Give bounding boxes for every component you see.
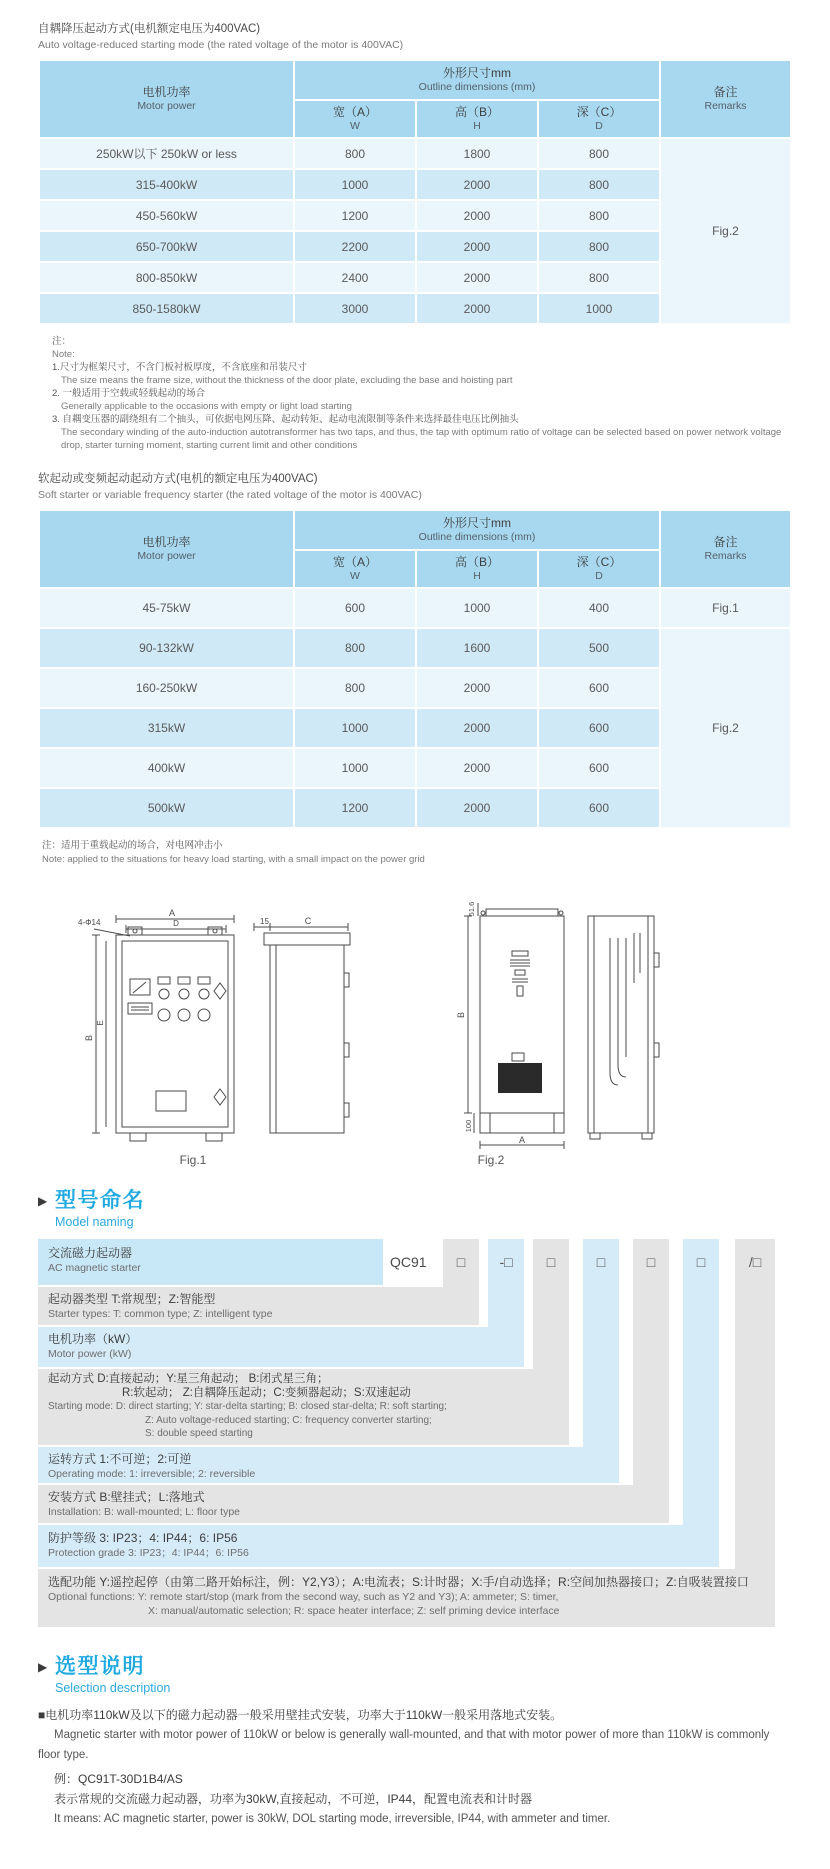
naming-row-starting-mode [38,1369,569,1445]
installation-en: Installation: B: wall-mounted; L: floor type [48,1506,241,1518]
motor-power-header-en: Motor power [137,550,196,562]
starter-type-zh: 起动器类型 T:常规型；Z:智能型 [48,1292,216,1306]
height-cell: 2000 [416,200,538,231]
depth-cell: 1000 [538,293,660,324]
remarks-header-zh: 备注 [713,85,738,99]
protection-grade-zh: 防护等级 3: IP23；4: IP44；6: IP56 [48,1531,238,1545]
depth-cell: 800 [538,200,660,231]
note1-zh: 1.尺寸为框架尺寸，不含门板衬板厚度，不含底座和吊装尺寸 [52,362,307,373]
depth-cell: 600 [538,788,660,828]
outline-figures [38,893,790,1181]
code-box: □ [696,1254,706,1270]
fig2-top-dim-label: 51.6 [467,901,476,917]
depth-cell: 800 [538,231,660,262]
naming-code-column-5 [633,1239,669,1523]
figure-dimension-labels [78,902,525,1145]
width-cell: 1000 [294,748,416,788]
power-cell: 450-560kW [39,200,294,231]
height-header-en: H [473,120,481,132]
fig2-side-view-drawing [588,916,659,1139]
model-naming-heading-en: Model naming [55,1215,134,1229]
depth-cell: 600 [538,668,660,708]
power-cell: 500kW [39,788,294,828]
width-header-zh: 宽（A） [332,105,377,119]
fig1-caption: Fig.1 [179,1153,207,1167]
note2-en: Generally applicable to the occasions with empty or light load starting [61,401,352,412]
depth-cell: 800 [538,262,660,293]
height-header-en: H [473,570,481,582]
height-header-zh: 高（B） [454,555,499,569]
width-header-en: W [350,570,360,582]
depth-header-en: D [595,120,603,132]
height-header [416,100,538,138]
depth-header-zh: 深（C） [576,555,622,569]
model-prefix: QC91 [390,1254,427,1270]
starting-mode-en1: Starting mode: D: direct starting; Y: star-delta starting; B: closed star-delta; R: soft starting; [48,1401,447,1412]
code-box: □ [546,1254,556,1270]
fig1-height-b-label: B [84,1034,94,1042]
fig1-hole-dim-label: 4-Φ14 [78,918,101,927]
fig1-width-d-label: D [173,919,179,928]
width-header [294,100,416,138]
protection-grade-en: Protection grade 3: IP23；4: IP44；6: IP56 [48,1547,249,1559]
height-header [416,550,538,588]
outline-header-zh: 外形尺寸mm [443,516,511,530]
note-label-en: Note: [52,349,75,360]
width-cell: 2400 [294,262,416,293]
width-header [294,550,416,588]
outline-dimensions-header [294,510,660,550]
power-cell: 90-132kW [39,628,294,668]
table-row [39,138,791,169]
installation-zh: 安装方式 B:壁挂式；L:落地式 [48,1490,205,1504]
naming-row-starter-type [38,1287,479,1325]
starting-mode-en2: Z: Auto voltage-reduced starting; C: frequency converter starting; [145,1414,432,1426]
table1-notes [52,335,790,452]
code-box: □ [456,1254,466,1270]
outline-dimensions-header [294,60,660,100]
naming-row-installation [38,1485,669,1523]
selection-description-body [38,1705,790,1829]
naming-row-protection-grade [38,1525,719,1567]
code-box: □ [646,1254,656,1270]
depth-cell: 800 [538,138,660,169]
fig1-width-a-label: A [168,908,176,918]
height-cell: 2000 [416,293,538,324]
product-label-zh: 交流磁力起动器 [48,1246,133,1260]
width-cell: 3000 [294,293,416,324]
model-naming-heading-zh: 型号命名 [55,1189,145,1212]
selection-example-zh: 表示常规的交流磁力起动器，功率为30kW,直接起动，不可逆，IP44，配置电流表和计时器 [54,1792,533,1806]
motor-power-header [39,60,294,138]
height-cell: 2000 [416,262,538,293]
selection-p1-zh: ■电机功率110kW及以下的磁力起动器一般采用壁挂式安装，功率大于110kW一般采用落地式安装。 [38,1708,563,1722]
optional-functions-en2: X: manual/automatic selection; R: space heater interface; Z: self priming device interface [148,1605,560,1617]
height-cell: 1600 [416,628,538,668]
note3-zh: 3. 自耦变压器的副绕组有二个抽头，可依据电网压降、起动转矩、起动电流限制等条件来选择最佳电压比例抽头 [52,414,519,425]
motor-power-header-en: Motor power [137,100,196,112]
naming-code-column-6 [683,1239,719,1567]
height-cell: 2000 [416,231,538,262]
width-cell: 1000 [294,708,416,748]
fig2-caption: Fig.2 [477,1153,505,1167]
width-cell: 1200 [294,788,416,828]
section1-title-en: Auto voltage-reduced starting mode (the rated voltage of the motor is 400VAC) [38,39,404,51]
starting-mode-zh2: R:软起动； Z:自耦降压起动；C:变频器起动；S:双速起动 [122,1386,411,1399]
fig1-depth-c-label: C [304,916,312,926]
optional-functions-zh: 选配功能 Y:遥控起停（由第二路开始标注，例：Y2,Y3）；A:电流表；S:计时器；X:手/自动选择；R:空间加热器接口；Z:自吸装置接口 [48,1575,749,1589]
naming-row-motor-power [38,1327,524,1367]
naming-row-optional-functions [38,1569,775,1627]
section1-title [38,20,790,51]
width-cell: 1200 [294,200,416,231]
depth-header [538,550,660,588]
product-label-en: AC magnetic starter [48,1262,141,1274]
note1-en: The size means the frame size, without the thickness of the door plate, excluding the base and hoisting part [61,375,513,386]
table2-note-en: Note: applied to the situations for heavy load starting, with a small impact on the power grid [42,854,425,865]
motor-power-zh: 电机功率（kW） [48,1332,138,1346]
motor-power-header [39,510,294,588]
starting-mode-en3: S: double speed starting [145,1428,253,1439]
depth-cell: 800 [538,169,660,200]
depth-cell: 400 [538,588,660,628]
motor-power-en: Motor power (kW) [48,1348,132,1360]
operating-mode-zh: 运转方式 1:不可逆；2:可逆 [48,1452,192,1466]
outline-header-en: Outline dimensions (mm) [418,531,536,543]
operating-mode-en: Operating mode: 1: irreversible; 2: reversible [48,1468,256,1480]
remarks-header-zh: 备注 [713,535,738,549]
table-row [39,588,791,628]
remarks-cell: Fig.2 [660,138,791,324]
selection-heading-zh: 选型说明 [55,1655,145,1678]
fig2-width-a-label: A [518,1135,526,1145]
selection-example-en: It means: AC magnetic starter, power is 30kW, DOL starting mode, irreversible, IP44, with ammeter and timer. [54,1813,611,1825]
naming-row-product [38,1239,383,1285]
width-cell: 600 [294,588,416,628]
code-box: -□ [499,1254,513,1270]
table2-note [42,839,790,867]
optional-functions-en1: Optional functions: Y: remote start/stop (mark from the second way, such as Y2 and Y3); A: ammeter; S: timer, [48,1591,559,1603]
height-cell: 2000 [416,708,538,748]
fig2-front-view-drawing [464,903,564,1149]
cabinet-drawings [38,893,790,1151]
power-cell: 800-850kW [39,262,294,293]
fig1-side-view-drawing [254,923,350,1133]
height-header-zh: 高（B） [454,105,499,119]
remarks-header [660,60,791,138]
table-row [39,628,791,668]
remarks-header [660,510,791,588]
power-cell: 315kW [39,708,294,748]
fig1-front-view-drawing [92,915,234,1141]
soft-starter-dimensions-table [38,509,792,829]
starter-type-en: Starter types: T: common type; Z: intelligent type [48,1308,273,1320]
width-header-zh: 宽（A） [332,555,377,569]
section1-title-zh: 自耦降压起动方式(电机额定电压为400VAC) [38,23,261,35]
power-cell: 400kW [39,748,294,788]
fig2-height-b-label: B [456,1011,466,1019]
section2-title-en: Soft starter or variable frequency starter (the rated voltage of the motor is 400VAC) [38,489,422,501]
selection-heading-en: Selection description [55,1681,171,1695]
section-marker-icon: ▶ [38,1660,48,1674]
depth-cell: 600 [538,708,660,748]
height-cell: 2000 [416,668,538,708]
power-cell: 160-250kW [39,668,294,708]
width-header-en: W [350,120,360,132]
note-label-zh: 注： [52,336,72,347]
width-cell: 800 [294,628,416,668]
code-box: □ [596,1254,606,1270]
selection-p1-en: Magnetic starter with motor power of 110kW or below is generally wall-mounted, and that with motor power of more than 110kW is commonly floor type. [38,1729,770,1761]
remarks-cell-fig1: Fig.1 [660,588,791,628]
remarks-cell-fig2: Fig.2 [660,628,791,828]
model-naming-table [38,1239,790,1627]
fig1-height-e-label: E [96,1020,105,1026]
power-cell: 45-75kW [39,588,294,628]
selection-example-label: 例：QC91T-30D1B4/AS [54,1772,183,1786]
height-cell: 2000 [416,788,538,828]
height-cell: 2000 [416,169,538,200]
height-cell: 1800 [416,138,538,169]
depth-cell: 600 [538,748,660,788]
depth-header [538,100,660,138]
power-cell: 850-1580kW [39,293,294,324]
note2-zh: 2. 一般适用于空载或轻载起动的场合 [52,388,206,399]
note3-en: The secondary winding of the auto-induction autotransformer has two taps, and thus, the tap with optimum ratio of voltage can be selected based on power network voltage drop, starter turning moment, starting current limit and other conditions [61,427,782,451]
outline-header-zh: 外形尺寸mm [443,66,511,80]
power-cell: 250kW以下 250kW or less [39,138,294,169]
width-cell: 800 [294,668,416,708]
remarks-header-en: Remarks [704,100,747,112]
power-cell: 315-400kW [39,169,294,200]
height-cell: 2000 [416,748,538,788]
motor-power-header-zh: 电机功率 [142,535,191,549]
selection-description-heading [38,1655,790,1695]
naming-row-operating-mode [38,1447,619,1483]
width-cell: 1000 [294,169,416,200]
width-cell: 2200 [294,231,416,262]
starting-mode-zh1: 起动方式 D:直接起动；Y:星三角起动； B:闭式星三角； [48,1373,329,1385]
fig1-dim-15-label: 15 [260,917,269,926]
fig2-base-100-label: 100 [464,1119,473,1133]
section-marker-icon: ▶ [38,1194,48,1208]
depth-cell: 500 [538,628,660,668]
power-cell: 650-700kW [39,231,294,262]
auto-voltage-dimensions-table [38,59,792,325]
motor-power-header-zh: 电机功率 [142,85,191,99]
depth-header-en: D [595,570,603,582]
model-naming-heading [38,1189,790,1229]
section2-title-zh: 软起动或变频起动起动方式(电机的额定电压为400VAC) [38,473,318,485]
section2-title [38,470,790,501]
outline-header-en: Outline dimensions (mm) [418,81,536,93]
code-box: /□ [748,1254,762,1270]
remarks-header-en: Remarks [704,550,747,562]
height-cell: 1000 [416,588,538,628]
table2-note-zh: 注：适用于重载起动的场合，对电网冲击小 [42,840,223,851]
width-cell: 800 [294,138,416,169]
depth-header-zh: 深（C） [576,105,622,119]
